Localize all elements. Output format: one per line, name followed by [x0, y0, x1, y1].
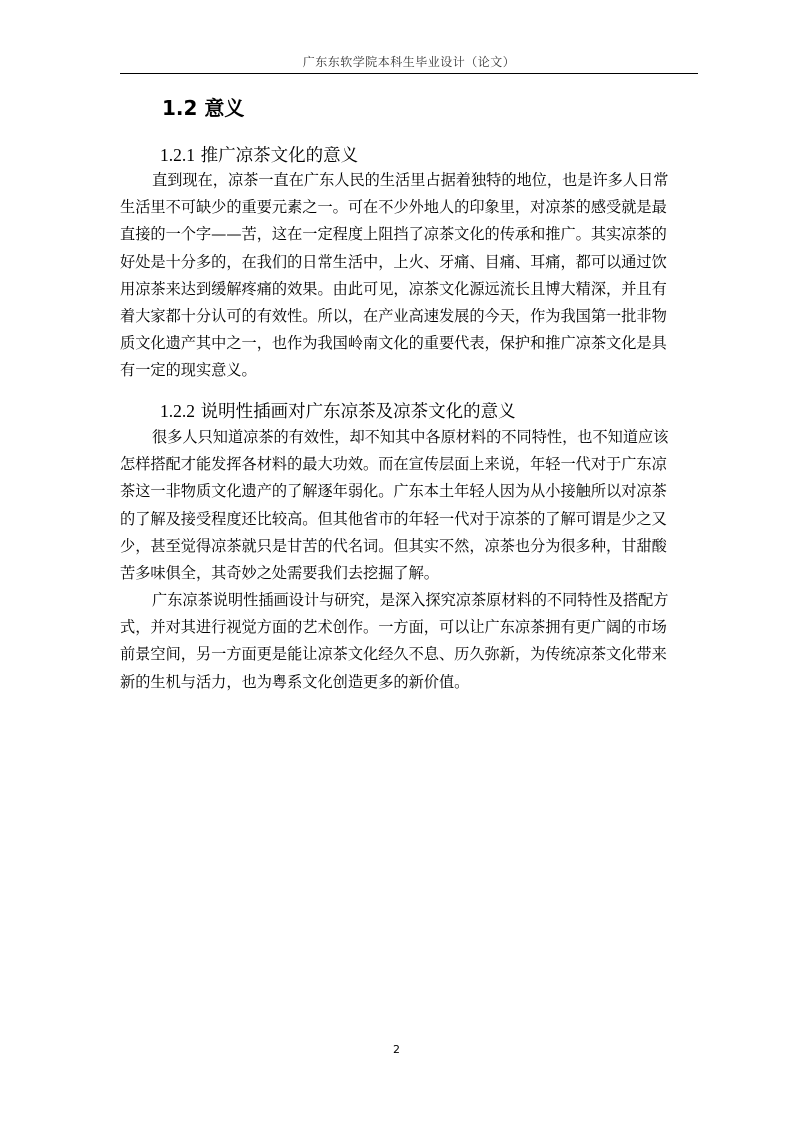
paragraph-line: 用凉茶来达到缓解疼痛的效果。由此可见，凉茶文化源远流长且博大精深，并且有 [120, 279, 667, 298]
paragraph-line: 新的生机与活力，也为粤系文化创造更多的新价值。 [120, 672, 470, 691]
paragraph-line: 苦多味俱全，其奇妙之处需要我们去挖掘了解。 [120, 563, 439, 582]
paragraph-line: 怎样搭配才能发挥各材料的最大功效。而在宣传层面上来说，年轻一代对于广东凉 [120, 455, 667, 474]
paragraph [120, 424, 696, 587]
paragraph-line: 少，甚至觉得凉茶就只是甘苦的代名词。但其实不然，凉茶也分为很多种，甘甜酸 [120, 536, 667, 555]
subsection-title: 说明性插画对广东凉茶及凉茶文化的意义 [200, 402, 516, 422]
paragraph [120, 167, 696, 385]
subsection-heading-1-2-1 [160, 142, 358, 169]
paragraph-line: 直到现在，凉茶一直在广东人民的生活里占据着独特的地位，也是许多人日常 [152, 171, 669, 189]
paragraph-line: 很多人只知道凉茶的有效性，却不知其中各原材料的不同特性，也不知道应该 [152, 428, 669, 446]
paragraph-line: 茶这一非物质文化遗产的了解逐年弱化。广东本土年轻人因为从小接触所以对凉茶 [120, 482, 667, 501]
paragraph-line: 广东凉茶说明性插画设计与研究，是深入探究凉茶原材料的不同特性及搭配方 [152, 591, 669, 609]
paragraph-line: 的了解及接受程度还比较高。但其他省市的年轻一代对于凉茶的了解可谓是少之又 [120, 509, 667, 528]
subsection-number: 1.2.2 [160, 401, 195, 421]
page-number: 2 [393, 1043, 400, 1056]
subsection-number: 1.2.1 [160, 145, 195, 165]
paragraph-line: 着大家都十分认可的有效性。所以，在产业高速发展的今天，作为我国第一批非物 [120, 306, 667, 325]
paragraph-line: 直接的一个字——苦，这在一定程度上阻挡了凉茶文化的传承和推广。其实凉茶的 [120, 225, 667, 244]
paragraph-line: 生活里不可缺少的重要元素之一。可在不少外地人的印象里，对凉茶的感受就是最 [120, 198, 667, 217]
subsection-title: 推广凉茶文化的意义 [200, 146, 359, 166]
header-rule [120, 73, 698, 74]
paragraph-line: 式，并对其进行视觉方面的艺术创作。一方面，可以让广东凉茶拥有更广阔的市场 [120, 618, 667, 637]
paragraph-line: 有一定的现实意义。 [120, 361, 257, 380]
paragraph-line: 好处是十分多的，在我们的日常生活中，上火、牙痛、目痛、耳痛，都可以通过饮 [120, 252, 667, 271]
running-header: 广东东软学院本科生毕业设计（论文） [302, 55, 516, 69]
paragraph [120, 587, 696, 696]
paragraph-line: 质文化遗产其中之一，也作为我国岭南文化的重要代表，保护和推广凉茶文化是具 [120, 334, 667, 353]
section-heading: 1.2 意义 [162, 96, 245, 120]
subsection-heading-1-2-2 [160, 398, 516, 425]
paragraph-line: 前景空间，另一方面更是能让凉茶文化经久不息、历久弥新，为传统凉茶文化带来 [120, 645, 667, 664]
